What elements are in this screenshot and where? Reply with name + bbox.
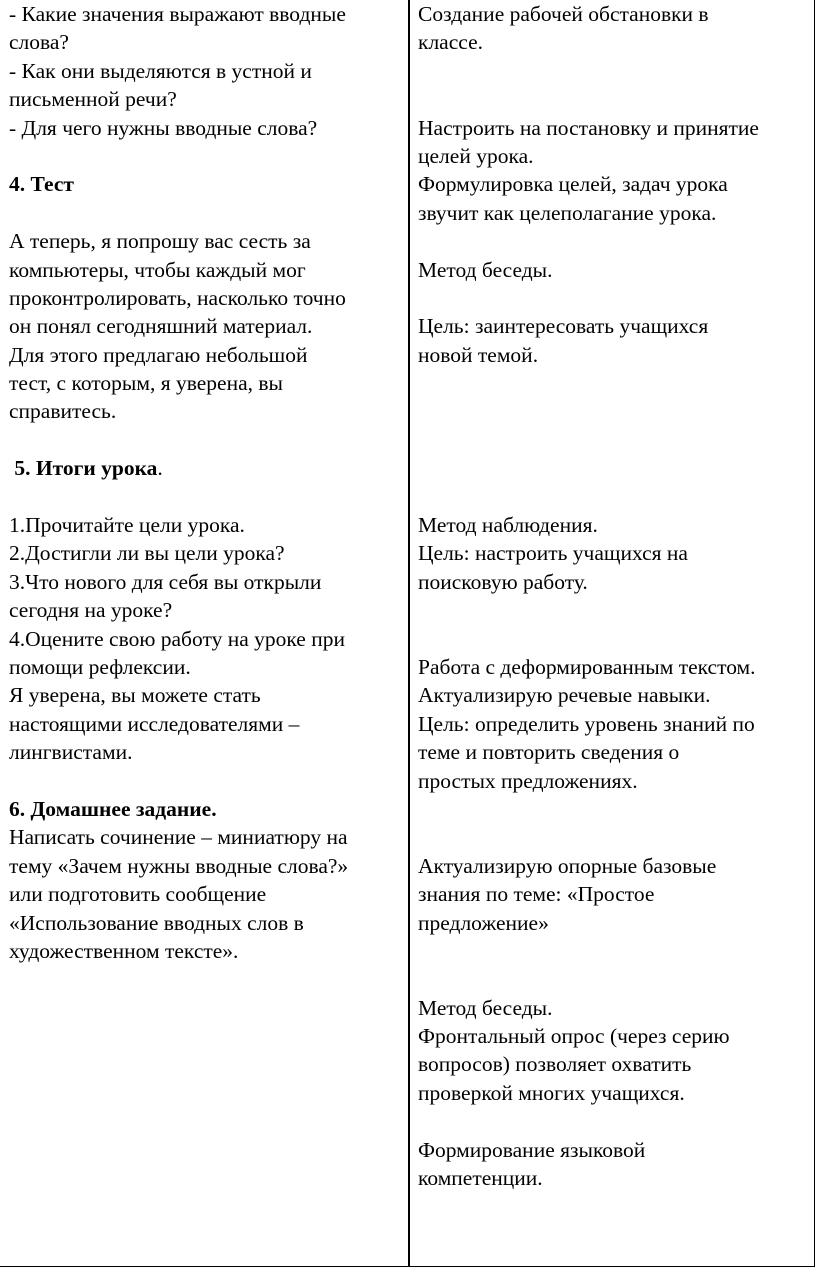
section-5-line: 4.Оцените свою работу на уроке при	[9, 626, 345, 651]
section-5-line: лингвистами.	[9, 740, 133, 765]
comment-line: Цель: настроить учащихся на	[418, 541, 688, 566]
comment-line: новой темой.	[418, 342, 539, 367]
section-5-line: 1.Прочитайте цели урока.	[9, 513, 245, 538]
section-5-heading-line	[9, 454, 405, 482]
section-6-line: или подготовить сообщение	[9, 882, 267, 907]
section-4-line: Для этого предлагаю небольшой	[9, 342, 308, 367]
right-column	[418, 0, 810, 1192]
comment-line: целей урока.	[418, 143, 534, 168]
comment-line: вопросов) позволяет охватить	[418, 1052, 692, 1077]
comment-line: Создание рабочей обстановки в	[418, 2, 709, 26]
comment-line: компетенции.	[418, 1166, 543, 1191]
comment-line: теме и повторить сведения о	[418, 740, 680, 765]
question-line: - Какие значения выражают вводные	[9, 2, 346, 26]
section-5-line: 2.Достигли ли вы цели урока?	[9, 541, 285, 566]
left-column	[9, 0, 405, 965]
section-6-heading: 6. Домашнее задание.	[9, 796, 217, 821]
comment-line: Метод наблюдения.	[418, 513, 598, 538]
question-line: - Для чего нужны вводные слова?	[9, 115, 318, 140]
comment-line: Цель: заинтересовать учащихся	[418, 314, 709, 339]
section-4-line: А теперь, я попрошу вас сесть за	[9, 229, 311, 254]
section-5-line: сегодня на уроке?	[9, 598, 173, 623]
section-5-heading: 5. Итоги урока	[14, 456, 158, 481]
comment-line: Цель: определить уровень знаний по	[418, 711, 755, 736]
column-divider	[408, 0, 410, 1267]
comment-line: Формулировка целей, задач урока	[418, 172, 728, 197]
section-4-line: проконтролировать, насколько точно	[9, 285, 346, 310]
comment-line: проверкой многих учащихся.	[418, 1080, 685, 1105]
section-6-line: «Использование вводных слов в	[9, 910, 304, 935]
section-6-line: художественном тексте».	[9, 938, 239, 963]
comment-line: поисковую работу.	[418, 569, 588, 594]
section-4-line: он понял сегодняшний материал.	[9, 314, 313, 339]
comment-line: Работа с деформированным текстом.	[418, 654, 756, 679]
section-4-line: компьютеры, чтобы каждый мог	[9, 257, 306, 282]
question-line: - Как они выделяются в устной и	[9, 58, 312, 83]
section-5-line: настоящими исследователями –	[9, 711, 300, 736]
section-6-line: тему «Зачем нужны вводные слова?»	[9, 853, 349, 878]
comment-line: знания по теме: «Простое	[418, 882, 655, 907]
comment-line: Актуализирую речевые навыки.	[418, 683, 711, 708]
question-line: письменной речи?	[9, 87, 177, 112]
comment-line: классе.	[418, 30, 483, 55]
comment-line: Фронтальный опрос (через серию	[418, 1024, 730, 1049]
section-5-line: 3.Что нового для себя вы открыли	[9, 569, 322, 594]
comment-line: Метод беседы.	[418, 257, 553, 282]
comment-line: Настроить на постановку и принятие	[418, 115, 759, 140]
question-line: слова?	[9, 30, 69, 55]
section-6-line: Написать сочинение – миниатюру на	[9, 825, 348, 850]
comment-line: Формирование языковой	[418, 1137, 646, 1162]
comment-line: Метод беседы.	[418, 995, 553, 1020]
comment-line: предложение»	[418, 910, 549, 935]
section-4-line: тест, с которым, я уверена, вы	[9, 371, 283, 396]
comment-line: Актуализирую опорные базовые	[418, 853, 717, 878]
comment-line: звучит как целеполагание урока.	[418, 200, 717, 225]
section-4-line: справитесь.	[9, 399, 117, 424]
section-5-line: Я уверена, вы можете стать	[9, 683, 261, 708]
section-5-heading-suffix: .	[157, 456, 163, 481]
section-5-line: помощи рефлексии.	[9, 654, 191, 679]
section-4-heading: 4. Тест	[9, 172, 74, 197]
comment-line: простых предложениях.	[418, 768, 638, 793]
